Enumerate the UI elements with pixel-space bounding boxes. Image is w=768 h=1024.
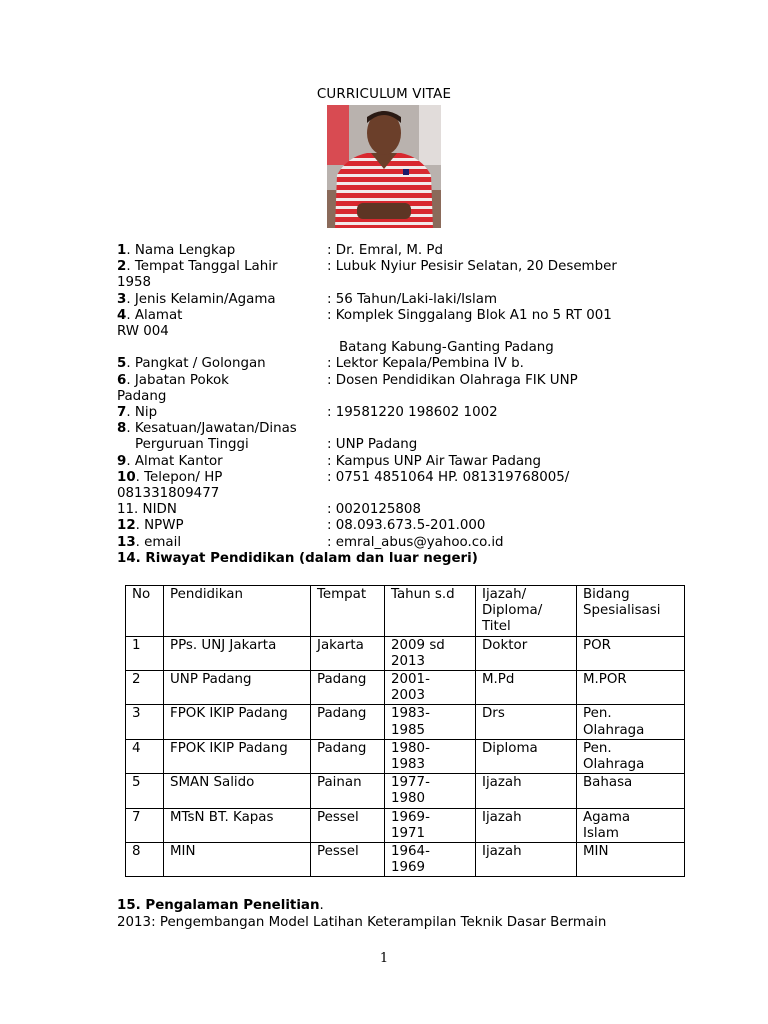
cell-no: No xyxy=(126,586,164,637)
personal-info xyxy=(117,243,677,567)
field-ttl xyxy=(117,259,677,275)
cell-tahun: 2009 sd 2013 xyxy=(385,636,476,670)
field-value: : 56 Tahun/Laki-laki/Islam xyxy=(327,291,497,307)
field-number: 10 xyxy=(117,469,136,485)
field-telepon-overflow: 081331809477 xyxy=(117,486,220,502)
field-number: 4 xyxy=(117,307,127,323)
cell-ijazah: Diploma xyxy=(476,739,577,773)
field-label: . Jabatan Pokok xyxy=(126,372,229,388)
cell-tempat: Pessel xyxy=(311,843,385,877)
field-sublabel: Perguruan Tinggi xyxy=(135,437,249,453)
field-value: : Komplek Singgalang Blok A1 no 5 RT 001 xyxy=(327,307,612,323)
cell-bidang: M.POR xyxy=(577,671,685,705)
cell-tempat: Padang xyxy=(311,705,385,739)
cell-pendidikan: FPOK IKIP Padang xyxy=(164,739,311,773)
field-label: . NPWP xyxy=(135,518,184,534)
field-value: : 19581220 198602 1002 xyxy=(327,405,498,421)
field-value: : emral_abus@yahoo.co.id xyxy=(327,534,504,550)
field-number: 5 xyxy=(117,356,127,372)
cell-bidang: MIN xyxy=(577,843,685,877)
section-15-title: 15. Pengalaman Penelitian xyxy=(117,898,320,913)
field-label: . Nama Lengkap xyxy=(126,243,236,258)
field-value: : Kampus UNP Air Tawar Padang xyxy=(327,453,542,469)
field-jabatan xyxy=(117,373,677,389)
field-number: 2 xyxy=(117,259,127,275)
field-label: . Pangkat / Golongan xyxy=(126,356,266,372)
field-number: 7 xyxy=(117,405,127,421)
cell-ijazah: Ijazah xyxy=(476,808,577,842)
cell-no: 7 xyxy=(126,808,164,842)
section-15-heading xyxy=(117,897,324,914)
profile-photo xyxy=(327,105,441,228)
cell-tahun: 2001- 2003 xyxy=(385,671,476,705)
field-number: 9 xyxy=(117,453,127,469)
field-alamat-overflow: RW 004 xyxy=(117,324,169,340)
document-title: CURRICULUM VITAE xyxy=(316,87,452,102)
cell-no: 3 xyxy=(126,705,164,739)
research-entry: 2013: Pengembangan Model Latihan Keterampilan Teknik Dasar Bermain xyxy=(117,915,607,930)
field-ttl-overflow: 1958 xyxy=(117,275,152,291)
cell-pendidikan: Pendidikan xyxy=(164,586,311,637)
field-number: 3 xyxy=(117,291,127,307)
field-nidn xyxy=(117,502,677,518)
cell-tahun: 1980- 1983 xyxy=(385,739,476,773)
profile-photo-image xyxy=(327,105,441,228)
cell-tempat: Padang xyxy=(311,671,385,705)
cell-pendidikan: PPs. UNJ Jakarta xyxy=(164,636,311,670)
cell-ijazah: Ijazah/ Diploma/ Titel xyxy=(476,586,577,637)
field-number: 12 xyxy=(117,518,136,534)
cell-ijazah: Ijazah xyxy=(476,774,577,808)
cell-no: 5 xyxy=(126,774,164,808)
field-label: . Tempat Tanggal Lahir xyxy=(126,259,278,275)
field-label: 11. NIDN xyxy=(117,502,177,518)
cell-pendidikan: UNP Padang xyxy=(164,671,311,705)
cell-pendidikan: SMAN Salido xyxy=(164,774,311,808)
field-label: . Nip xyxy=(126,405,158,421)
field-value-continuation: Batang Kabung-Ganting Padang xyxy=(339,340,554,356)
field-number: 1 xyxy=(117,243,127,258)
cell-tempat: Jakarta xyxy=(311,636,385,670)
table-header-row xyxy=(126,586,685,637)
field-value: : 08.093.673.5-201.000 xyxy=(327,518,486,534)
cell-ijazah: Ijazah xyxy=(476,843,577,877)
cell-ijazah: M.Pd xyxy=(476,671,577,705)
field-nama xyxy=(117,243,677,259)
field-label: . Kesatuan/Jawatan/Dinas xyxy=(126,421,297,437)
field-alamat xyxy=(117,308,677,324)
cell-ijazah: Doktor xyxy=(476,636,577,670)
cell-bidang: Bidang Spesialisasi xyxy=(577,586,685,637)
table-row xyxy=(126,636,685,670)
cell-tahun: 1983- 1985 xyxy=(385,705,476,739)
cell-bidang: Pen. Olahraga xyxy=(577,739,685,773)
cell-ijazah: Drs xyxy=(476,705,577,739)
field-number: 13 xyxy=(117,534,136,550)
field-jenis-kelamin xyxy=(117,292,677,308)
cell-tahun: 1977- 1980 xyxy=(385,774,476,808)
cell-bidang: POR xyxy=(577,636,685,670)
table-row xyxy=(126,739,685,773)
cell-tempat: Padang xyxy=(311,739,385,773)
field-value: : UNP Padang xyxy=(327,437,418,453)
cell-no: 2 xyxy=(126,671,164,705)
field-npwp xyxy=(117,518,677,534)
field-label: . email xyxy=(135,534,182,550)
cell-no: 4 xyxy=(126,739,164,773)
field-jabatan-overflow: Padang xyxy=(117,388,167,404)
field-label: . Jenis Kelamin/Agama xyxy=(126,291,276,307)
field-label: . Almat Kantor xyxy=(126,453,223,469)
field-nip xyxy=(117,405,677,421)
field-pangkat xyxy=(117,356,677,372)
cell-no: 8 xyxy=(126,843,164,877)
field-value: : 0751 4851064 HP. 081319768005/ xyxy=(327,469,570,485)
field-telepon xyxy=(117,470,677,486)
field-value: : Lektor Kepala/Pembina IV b. xyxy=(327,356,524,372)
section-15-period: . xyxy=(319,898,324,913)
table-row xyxy=(126,843,685,877)
section-14-heading: 14. Riwayat Pendidikan (dalam dan luar negeri) xyxy=(117,550,478,566)
cell-no: 1 xyxy=(126,636,164,670)
field-kesatuan-sub xyxy=(117,437,677,453)
cell-bidang: Pen. Olahraga xyxy=(577,705,685,739)
table-row xyxy=(126,671,685,705)
cell-tempat: Pessel xyxy=(311,808,385,842)
table-row xyxy=(126,808,685,842)
field-value: : Lubuk Nyiur Pesisir Selatan, 20 Desember xyxy=(327,259,617,275)
field-alamat-kantor xyxy=(117,454,677,470)
field-number: 6 xyxy=(117,372,127,388)
cell-bidang: Agama Islam xyxy=(577,808,685,842)
table-row xyxy=(126,705,685,739)
field-label: . Alamat xyxy=(126,307,183,323)
cell-tempat: Painan xyxy=(311,774,385,808)
table-row xyxy=(126,774,685,808)
field-value: : Dosen Pendidikan Olahraga FIK UNP xyxy=(327,372,578,388)
cell-bidang: Bahasa xyxy=(577,774,685,808)
cell-pendidikan: MIN xyxy=(164,843,311,877)
cell-tahun: 1964- 1969 xyxy=(385,843,476,877)
cell-pendidikan: MTsN BT. Kapas xyxy=(164,808,311,842)
cell-tahun: Tahun s.d xyxy=(385,586,476,637)
field-label: . Telepon/ HP xyxy=(135,469,223,485)
cell-pendidikan: FPOK IKIP Padang xyxy=(164,705,311,739)
field-value: : 0020125808 xyxy=(327,502,421,518)
field-number: 8 xyxy=(117,421,127,437)
page-number: 1 xyxy=(379,951,389,966)
cell-tempat: Tempat xyxy=(311,586,385,637)
education-table xyxy=(125,585,685,877)
cell-tahun: 1969- 1971 xyxy=(385,808,476,842)
field-alamat-continuation xyxy=(117,340,677,356)
field-value: : Dr. Emral, M. Pd xyxy=(327,243,443,258)
field-email xyxy=(117,535,677,551)
field-kesatuan xyxy=(117,421,677,437)
